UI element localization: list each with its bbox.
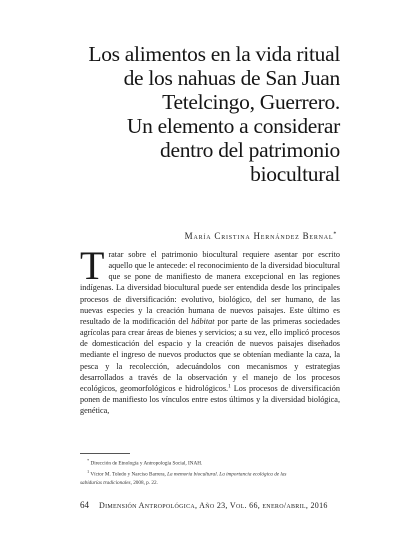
- title-line: Tetelcingo, Guerrero.: [162, 90, 340, 114]
- author-name: María Cristina Hernández Bernal: [184, 231, 334, 241]
- footnote-ref: 1: [228, 383, 231, 390]
- drop-cap: T: [80, 243, 105, 288]
- title-line: Un elemento a considerar: [126, 114, 340, 138]
- footnote: * Dirección de Etnología y Antropología Social, INAH.: [87, 458, 203, 467]
- title-line: dentro del patrimonio: [160, 138, 340, 162]
- author-byline: [185, 231, 337, 241]
- footnote-continuation: sabidurías tradicionales, 2008, p. 22.: [80, 480, 158, 487]
- body-text: ratar sobre el patrimonio biocultural requiere asentar por escrito aquello que le antecede: el reconocimiento de la diversidad biocultural que se pone de manifiesto de manera excepcional en las regiones indígenas. La diversidad biocultural puede ser entendida desde los principales procesos de diversificación: evolutivo, biológico, del ser humano, de las nuevas especies y la creación humana de nuevos paisajes. Este último es resultado de la modificación del: [80, 250, 340, 326]
- footnote-rule: [80, 453, 130, 454]
- title-line: biocultural: [250, 162, 340, 186]
- page-number: 64: [80, 500, 89, 510]
- body-text: por parte de las primeras sociedades agrícolas para crear áreas de bienes y servicios; a su vez, ello implicó procesos de domesticación del espacio y la creación de nuevos paisajes diseñados mediante el ingreso de nuevos productos que se obtenían mediante la caza, la pesca y la recolección, adecuándolos con mecanismos y estrategias desarrollados a través de la observación y el manejo de los procesos ecológicos, geomorfológicos e hidrológicos.: [80, 316, 340, 393]
- body-paragraph: [80, 243, 340, 416]
- title-line: Los alimentos en la vida ritual: [88, 42, 340, 66]
- body-text-italic: hábitat: [191, 316, 215, 326]
- page-footer: [80, 500, 328, 510]
- journal-line: Dimensión Antropológica, Año 23, Vol. 66, enero/abril, 2016: [99, 501, 328, 510]
- footnotes: [80, 457, 342, 488]
- footnote: $^1$ Víctor M. Toledo y Narciso Barrera, La memoria biocultural. La importancia ecológica de las: [87, 469, 287, 478]
- article-title: [40, 42, 340, 186]
- author-footnote-mark: *: [333, 231, 337, 238]
- body-text: Los procesos de diversificación ponen de manifiesto los vínculos entre estos últimos y la diversidad biológica, genética,: [80, 383, 340, 416]
- title-line: de los nahuas de San Juan: [123, 66, 340, 90]
